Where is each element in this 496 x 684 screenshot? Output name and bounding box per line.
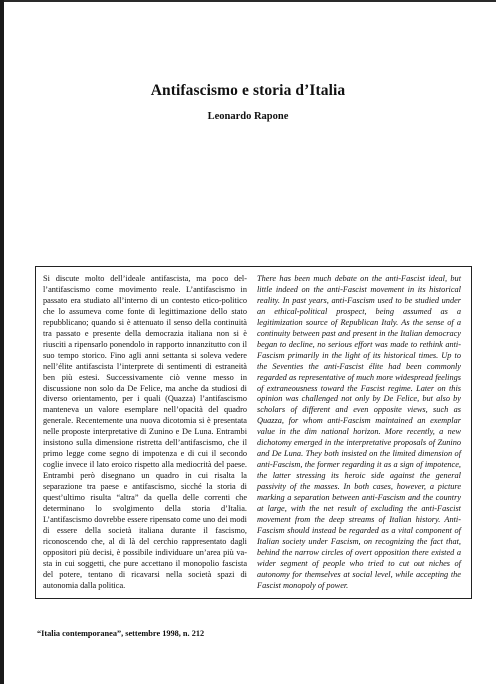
scan-edge-top	[0, 0, 496, 2]
abstract-english: There has been much debate on the anti-Fascist ideal, but little indeed on the anti-Fascist movement in its historical reality. In past years, anti-Fascism used to be studied under an ethical-political prospect, being assumed as a legitimization source of Republican Italy. As the sense of a continuity between past and present in the Italian democracy began to decline, no serious effort was made to rethink anti-Fascism primarily in the light of its historical times. Up to the Seventies the anti-Fascist élite had been commonly regarded as representative of much more widespread feelings of extraneousness toward the Fascist regime. Later on this opinion was challenged not only by De Felice, but also by scholars of different and even opposite views, such as Quazza, for whom anti-Fascism maintained an exemplar value in the dim national horizon. More recently, a new dichotomy emerged in the interpretative proposals of Zunino and De Luna. They both insisted on the limited dimension of anti-Fascism, the former regarding it as a sign of impotence, the latter stressing its heroic side against the general passivity of the masses. In both cases, however, a picture marking a separation between anti-Fascism and the country at large, with the net result of excluding the anti-Fascist movement from the deep streams of Italian history. Anti-Fascism should instead be regarded as a vital component of Italian society under Fascism, on recognizing the fact that, behind the narrow circles of overt opposition there existed a wider segment of people who tried to cut out niches of autonomy for themselves at social level, while accepting the Fascist monopoly of power.	[257, 274, 461, 590]
scan-edge-left	[0, 0, 4, 684]
article-title: Antifascismo e storia d’Italia	[150, 82, 346, 99]
abstract-box	[35, 266, 472, 599]
abstract-italian: Si discute molto dell’ideale antifascista, ma poco dell’antifascismo come movimento reale. L’antifascismo in passato era studiato all’interno di un contesto etico-politico che lo assumeva come fonte di legittimazione dello stato repubblicano; quando si è attenuato il senso della continuità tra passato e presente della democrazia italiana non si è riusciti a ripensarlo ponendolo in rapporto innanzitutto con il suo tempo storico. Fino agli anni settanta si soleva vedere nell’élite antifascista l’interprete di sentimenti di estraneità ben più estesi. Successivamente ciò venne messo in discussione non solo da De Felice, ma anche da studiosi di diverso orientamento, per i quali (Quazza) l’antifascismo manteneva un valore esemplare nell’opacità del quadro generale. Recentemente una nuova dicotomia si è presentata nelle proposte interpretative di Zunino e De Luna. Entrambi insistono sulla dimensione ristretta dell’antifascismo, che il primo legge come segno di impotenza e di cui il secondo coglie invece il lato eroico rispetto alla mediocrità del paese. Entrambi però disegnano un quadro in cui risalta la separazione tra paese e antifascismo, sicché la storia di quest’ultimo risulta “altra” da quella delle correnti che determinano lo svolgimento della storia d’Italia. L’antifascismo dovrebbe essere ripensato come uno dei modi di essere della società italiana durante il fascismo, riconoscendo che, al di là del cerchio rappresentato dagli oppositori più decisi, è possibile individuare un’area più vasta in cui soggetti, che pure accettano il monopolio fascista del potere, tentano di ricavarsi nella società spazi di autonomia dalla politica.	[43, 274, 247, 590]
article-author: Leonardo Rapone	[207, 111, 289, 122]
journal-citation: “Italia contemporanea”, settembre 1998, n. 212	[37, 629, 205, 638]
